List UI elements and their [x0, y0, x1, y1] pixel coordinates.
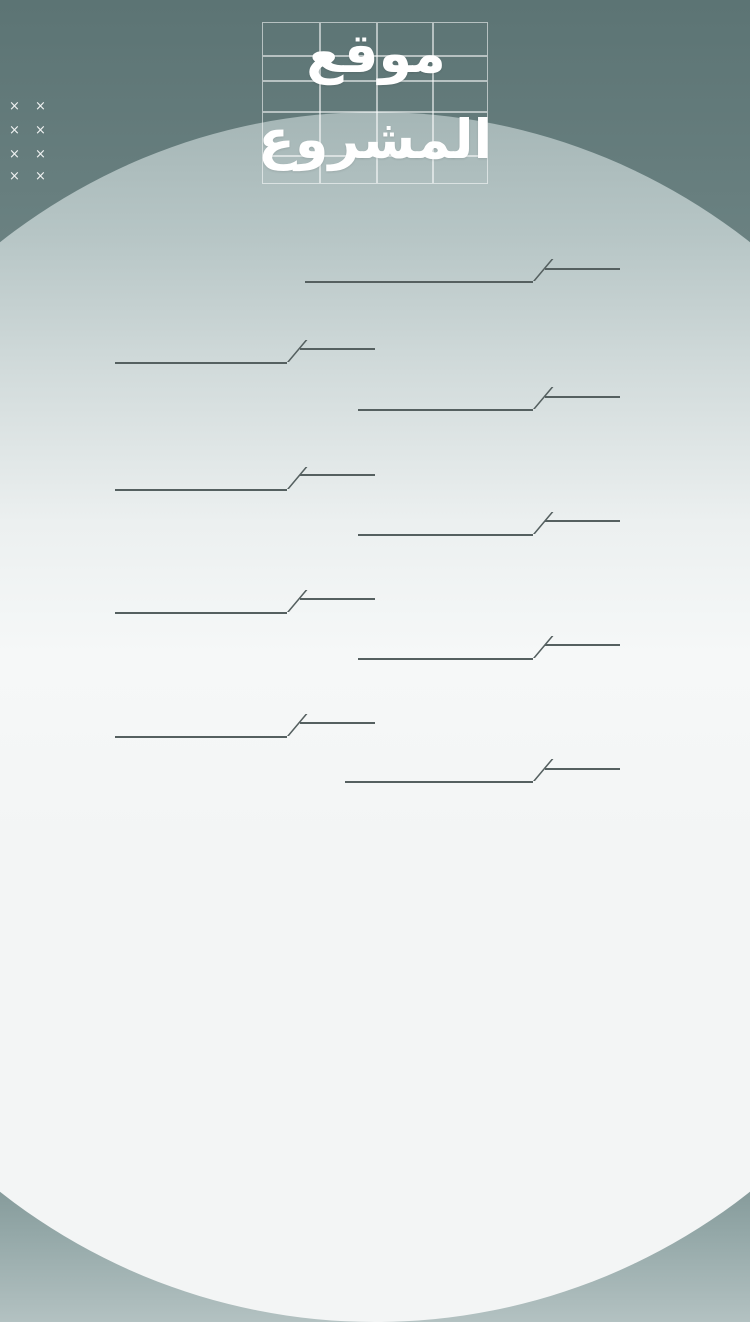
x-mark-icon: ×	[9, 123, 20, 138]
underline-divider	[345, 781, 533, 783]
page-title-line1: موقع	[306, 22, 446, 85]
x-mark-icon: ×	[9, 147, 20, 162]
underline-divider	[300, 348, 375, 350]
underline-divider	[545, 268, 620, 270]
underline-divider	[358, 534, 533, 536]
underline-divider	[358, 658, 533, 660]
underline-divider	[305, 281, 533, 283]
background-arc	[0, 112, 750, 1322]
underline-divider	[115, 736, 287, 738]
x-mark-icon: ×	[9, 169, 20, 184]
underline-divider	[300, 598, 375, 600]
underline-divider	[115, 489, 287, 491]
underline-divider	[300, 474, 375, 476]
page-title-line2: المشروع	[258, 108, 492, 171]
x-mark-icon: ×	[35, 169, 46, 184]
x-mark-icon: ×	[35, 99, 46, 114]
x-mark-icon: ×	[35, 123, 46, 138]
underline-divider	[358, 409, 533, 411]
underline-divider	[115, 612, 287, 614]
underline-divider	[300, 722, 375, 724]
underline-divider	[545, 644, 620, 646]
x-mark-icon: ×	[35, 147, 46, 162]
underline-divider	[545, 520, 620, 522]
underline-divider	[115, 362, 287, 364]
underline-divider	[545, 396, 620, 398]
underline-divider	[545, 768, 620, 770]
x-mark-icon: ×	[9, 99, 20, 114]
